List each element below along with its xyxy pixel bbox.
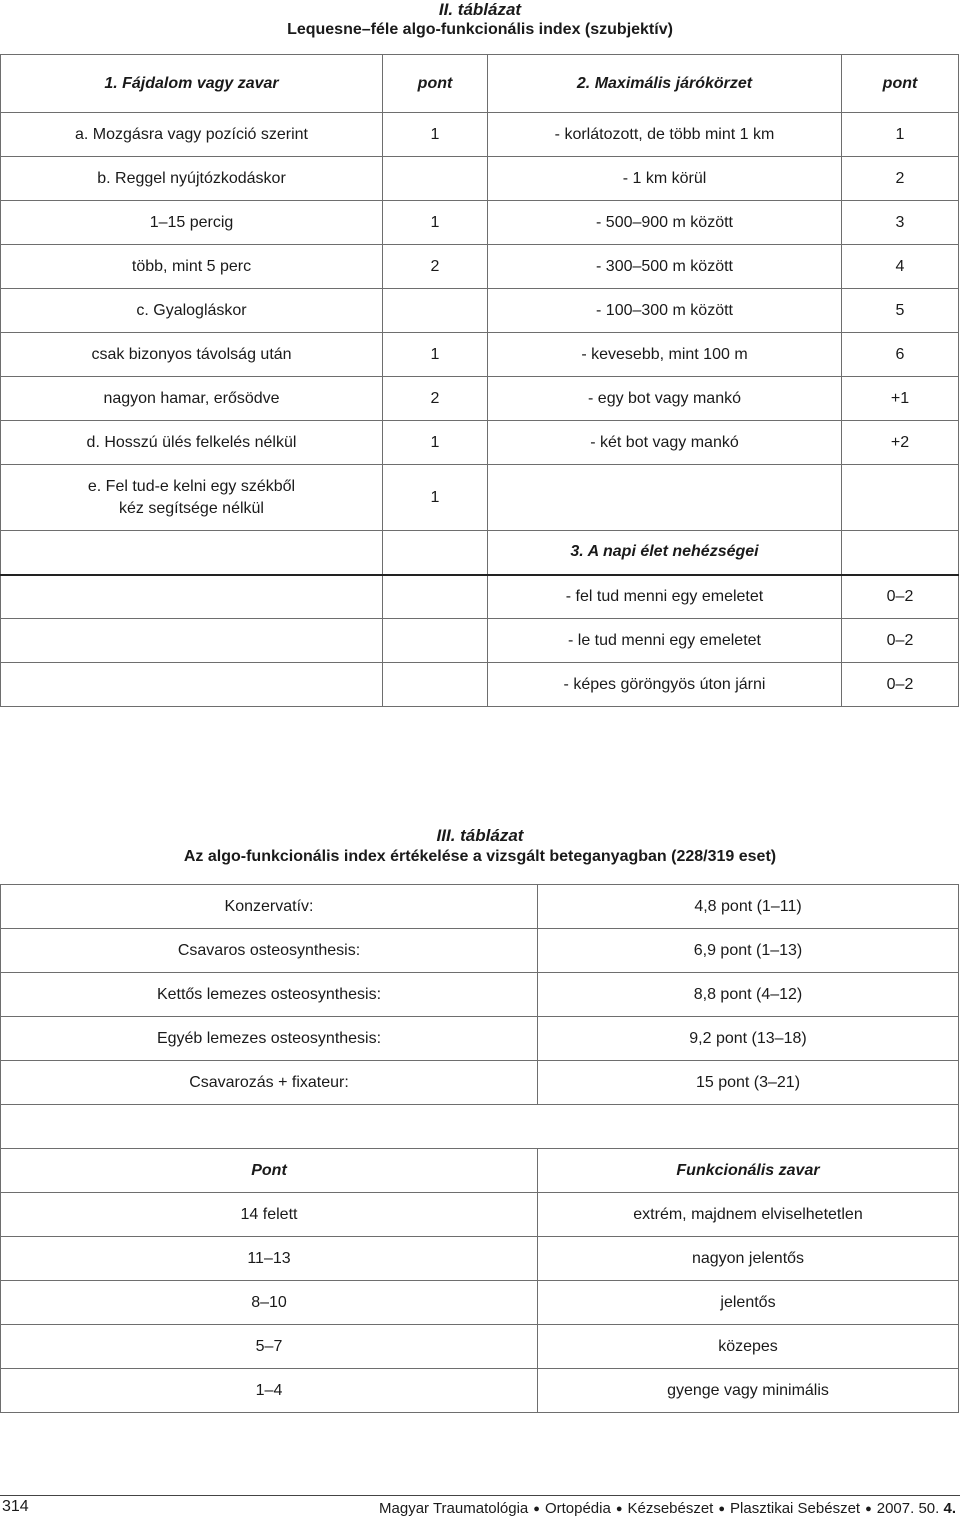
table-cell: - 300–500 m között: [488, 245, 842, 289]
table-cell: [488, 465, 842, 531]
table-cell: nagyon hamar, erősödve: [1, 377, 383, 421]
table-cell: 4,8 pont (1–11): [538, 885, 959, 929]
table-cell: nagyon jelentős: [538, 1237, 959, 1281]
table-cell: [1, 531, 383, 575]
table-cell: 3: [842, 201, 959, 245]
table-cell: c. Gyalogláskor: [1, 289, 383, 333]
journal-issue: 2007. 50.: [876, 1500, 940, 1517]
table-row: [1, 885, 959, 929]
table-cell: [842, 531, 959, 575]
section3-header: 3. A napi élet nehézségei: [488, 531, 842, 575]
table-cell: 9,2 pont (13–18): [538, 1017, 959, 1061]
page-number: 314: [2, 1498, 29, 1515]
table-cell: 5–7: [1, 1325, 538, 1369]
table-cell: [1, 575, 383, 619]
table-row: [1, 421, 959, 465]
table-row: [1, 289, 959, 333]
table-row: [1, 465, 959, 531]
table-cell: [383, 619, 488, 663]
table-cell: 0–2: [842, 575, 959, 619]
bullet-icon: ●: [615, 1503, 623, 1515]
table-cell: - fel tud menni egy emeletet: [488, 575, 842, 619]
table-row: [1, 973, 959, 1017]
table-cell: 4: [842, 245, 959, 289]
table-cell: - korlátozott, de több mint 1 km: [488, 113, 842, 157]
journal-name: [379, 1500, 956, 1517]
table3-header-cell: Funkcionális zavar: [538, 1149, 959, 1193]
row-e-line1: e. Fel tud-e kelni egy székből: [87, 477, 296, 495]
table-cell: közepes: [538, 1325, 959, 1369]
table-row: [1, 157, 959, 201]
bullet-icon: ●: [533, 1503, 540, 1515]
journal-part: Magyar Traumatológia: [379, 1500, 529, 1517]
table-cell: 1: [842, 113, 959, 157]
table-row: [1, 333, 959, 377]
table-cell: gyenge vagy minimális: [538, 1369, 959, 1413]
table-cell: Csavaros osteosynthesis:: [1, 929, 538, 973]
table-cell: Csavarozás + fixateur:: [1, 1061, 538, 1105]
table-cell: 1: [383, 465, 488, 531]
table2: [0, 54, 959, 707]
table-cell: csak bizonyos távolság után: [1, 333, 383, 377]
table2-header-cell: pont: [383, 55, 488, 113]
table-cell: - kevesebb, mint 100 m: [488, 333, 842, 377]
table-row: [1, 929, 959, 973]
journal-issue-number: 4.: [943, 1500, 956, 1517]
table-cell: extrém, majdnem elviselhetetlen: [538, 1193, 959, 1237]
table-cell: b. Reggel nyújtózkodáskor: [1, 157, 383, 201]
journal-part: Kézsebészet: [627, 1500, 714, 1517]
table2-header-cell: pont: [842, 55, 959, 113]
table-cell: 14 felett: [1, 1193, 538, 1237]
table-row: [1, 113, 959, 157]
table-cell: [1, 663, 383, 707]
row-e-line2: kéz segítsége nélkül: [119, 499, 264, 517]
table-cell: - 500–900 m között: [488, 201, 842, 245]
table-cell: [383, 575, 488, 619]
table-cell: 1: [383, 421, 488, 465]
table-cell: Konzervatív:: [1, 885, 538, 929]
bullet-icon: ●: [865, 1503, 872, 1515]
table-cell: - egy bot vagy mankó: [488, 377, 842, 421]
table-cell: [383, 289, 488, 333]
table-cell: 15 pont (3–21): [538, 1061, 959, 1105]
table-row: [1, 1237, 959, 1281]
table3-header-row: [1, 1149, 959, 1193]
table-row: [1, 1281, 959, 1325]
table-row: [1, 1193, 959, 1237]
table-cell: több, mint 5 perc: [1, 245, 383, 289]
table-cell: - le tud menni egy emeletet: [488, 619, 842, 663]
table-cell: 2: [383, 377, 488, 421]
table-cell: [842, 465, 959, 531]
table-cell: 2: [383, 245, 488, 289]
table-cell: 5: [842, 289, 959, 333]
table-cell: [383, 663, 488, 707]
table-cell: 6,9 pont (1–13): [538, 929, 959, 973]
table2-title: Lequesne–féle algo-funkcionális index (szubjektív): [287, 21, 673, 38]
table-row: [1, 619, 959, 663]
table3-header-cell: Pont: [1, 1149, 538, 1193]
table-cell: [1, 1105, 959, 1149]
table-cell: 1: [383, 333, 488, 377]
table2-header-row: [1, 55, 959, 113]
table-row: [1, 1325, 959, 1369]
table-row: [1, 1369, 959, 1413]
table-cell: [383, 531, 488, 575]
table-cell: d. Hosszú ülés felkelés nélkül: [1, 421, 383, 465]
table-cell: Egyéb lemezes osteosynthesis:: [1, 1017, 538, 1061]
section3-header-row: [1, 531, 959, 575]
table2-header-cell: 1. Fájdalom vagy zavar: [1, 55, 383, 113]
footer-divider: [0, 1495, 960, 1496]
table-cell: - 100–300 m között: [488, 289, 842, 333]
table-cell: [383, 157, 488, 201]
table2-header-cell: 2. Maximális járókörzet: [488, 55, 842, 113]
table-cell: a. Mozgásra vagy pozíció szerint: [1, 113, 383, 157]
table-cell: 2: [842, 157, 959, 201]
table-cell: 1: [383, 201, 488, 245]
table-row: [1, 377, 959, 421]
table-cell: 0–2: [842, 619, 959, 663]
table-cell: 1–15 percig: [1, 201, 383, 245]
table-cell: [1, 465, 383, 531]
table-row: [1, 1061, 959, 1105]
bullet-icon: ●: [718, 1503, 726, 1515]
table-cell: 0–2: [842, 663, 959, 707]
table-cell: - képes göröngyös úton járni: [488, 663, 842, 707]
table3-label: III. táblázat: [436, 826, 524, 845]
table-cell: 8–10: [1, 1281, 538, 1325]
journal-part: Ortopédia: [544, 1500, 611, 1517]
table-cell: 6: [842, 333, 959, 377]
table-cell: jelentős: [538, 1281, 959, 1325]
table-cell: 1–4: [1, 1369, 538, 1413]
table2-label: II. táblázat: [438, 0, 522, 19]
table-cell: 1: [383, 113, 488, 157]
table-spacer-row: [1, 1105, 959, 1149]
table-cell: +1: [842, 377, 959, 421]
journal-part: Plasztikai Sebészet: [730, 1500, 861, 1517]
table-row: [1, 575, 959, 619]
table-cell: - két bot vagy mankó: [488, 421, 842, 465]
table-cell: +2: [842, 421, 959, 465]
table-cell: [1, 619, 383, 663]
table-cell: Kettős lemezes osteosynthesis:: [1, 973, 538, 1017]
table-row: [1, 245, 959, 289]
table3-title: Az algo-funkcionális index értékelése a vizsgált beteganyagban (228/319 eset): [183, 848, 777, 865]
table3: [0, 884, 959, 1413]
table-row: [1, 1017, 959, 1061]
table-row: [1, 663, 959, 707]
table-cell: 8,8 pont (4–12): [538, 973, 959, 1017]
table-cell: 11–13: [1, 1237, 538, 1281]
table-row: [1, 201, 959, 245]
table-cell: - 1 km körül: [488, 157, 842, 201]
